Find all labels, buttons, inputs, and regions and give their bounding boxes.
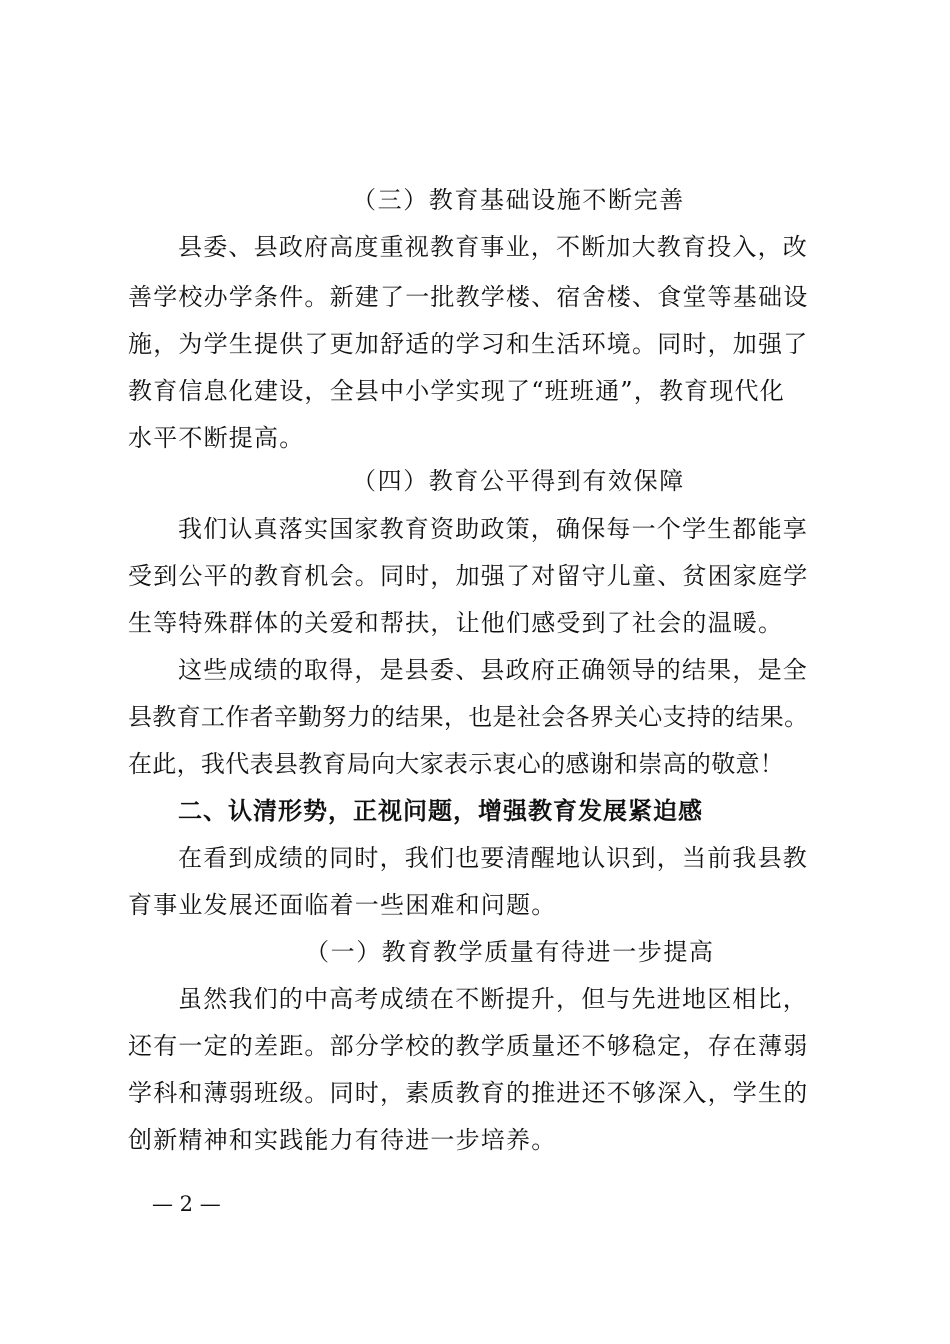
paragraph-line: 我们认真落实国家教育资助政策，确保每一个学生都能享 (178, 515, 808, 543)
paragraph-line: 在看到成绩的同时，我们也要清醒地认识到，当前我县教 (178, 844, 808, 872)
paragraph-line: 创新精神和实践能力有待进一步培养。 (128, 1126, 557, 1154)
paragraph-line: 施，为学生提供了更加舒适的学习和生活环境。同时，加强了 (128, 330, 809, 358)
section-heading-two: 二、认清形势，正视问题，增强教育发展紧迫感 (178, 797, 703, 825)
paragraph-line: 县教育工作者辛勤努力的结果，也是社会各界关心支持的结果。 (128, 703, 809, 731)
paragraph-line: 这些成绩的取得，是县委、县政府正确领导的结果，是全 (178, 656, 808, 684)
paragraph-line: 水平不断提高。 (128, 424, 305, 452)
paragraph-line: 虽然我们的中高考成绩在不断提升，但与先进地区相比， (178, 985, 808, 1013)
page-number: — 2 — (152, 1192, 221, 1216)
paragraph-line: 善学校办学条件。新建了一批教学楼、宿舍楼、食堂等基础设 (128, 283, 809, 311)
subheading-quality: （一）教育教学质量有待进一步提高 (305, 938, 715, 966)
paragraph-line: 育事业发展还面临着一些困难和问题。 (128, 891, 557, 919)
subheading-equity: （四）教育公平得到有效保障 (352, 467, 685, 495)
paragraph-line: 教育信息化建设，全县中小学实现了“班班通”，教育现代化 (128, 377, 785, 405)
paragraph-line: 受到公平的教育机会。同时，加强了对留守儿童、贫困家庭学 (128, 562, 809, 590)
paragraph-line: 县委、县政府高度重视教育事业，不断加大教育投入，改 (178, 233, 808, 261)
paragraph-line: 学科和薄弱班级。同时，素质教育的推进还不够深入，学生的 (128, 1079, 809, 1107)
subheading-infrastructure: （三）教育基础设施不断完善 (352, 186, 685, 214)
paragraph-line: 生等特殊群体的关爱和帮扶，让他们感受到了社会的温暖。 (128, 609, 784, 637)
paragraph-line: 还有一定的差距。部分学校的教学质量还不够稳定，存在薄弱 (128, 1032, 809, 1060)
paragraph-line: 在此，我代表县教育局向大家表示衷心的感谢和崇高的敬意！ (128, 750, 785, 778)
